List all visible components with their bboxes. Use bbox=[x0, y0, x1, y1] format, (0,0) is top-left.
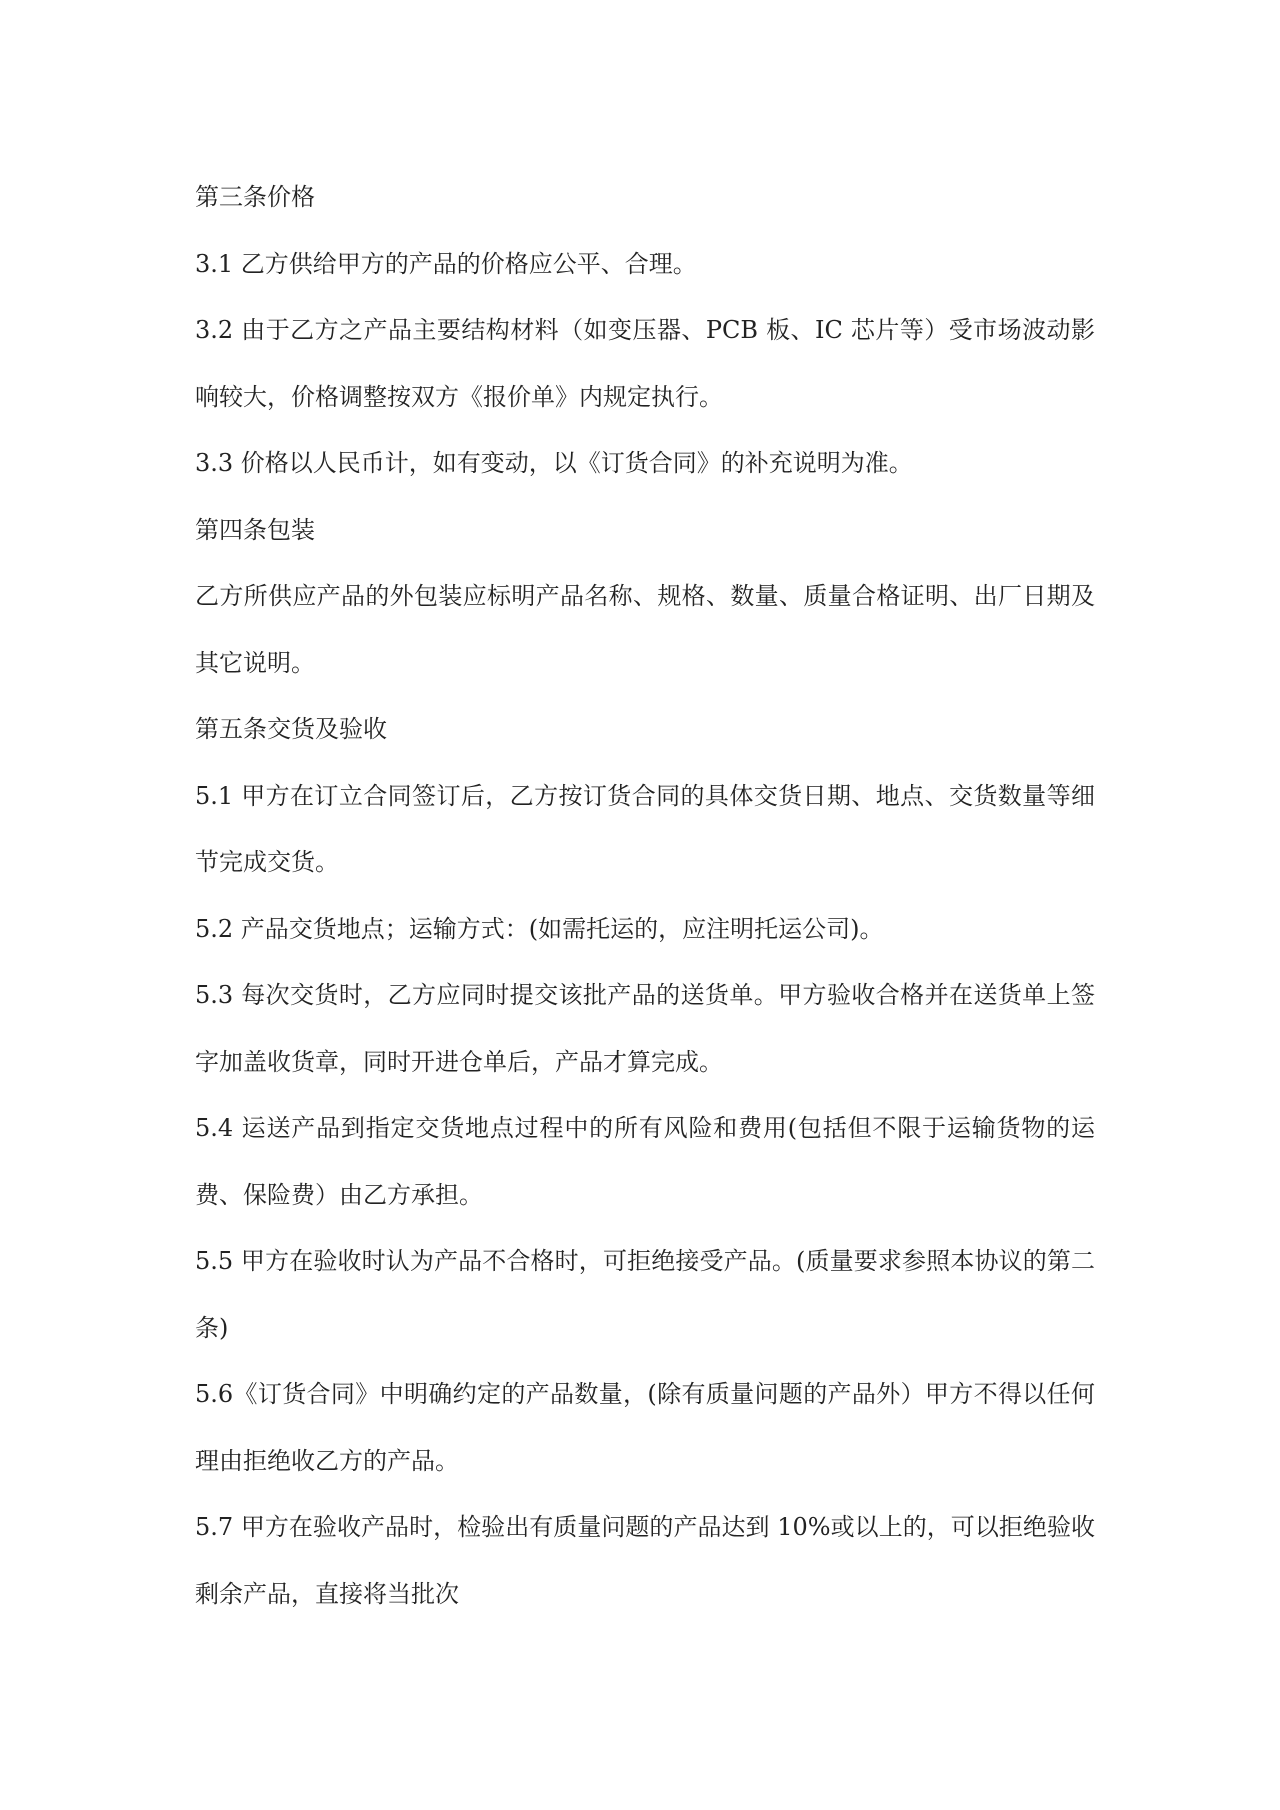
section-heading-price: 第三条价格 bbox=[195, 183, 315, 211]
clause-5-5: 5.5 甲方在验收时认为产品不合格时，可拒绝接受产品。(质量要求参照本协议的第二条) bbox=[195, 1247, 1095, 1342]
packaging-text: 乙方所供应产品的外包装应标明产品名称、规格、数量、质量合格证明、出厂日期及其它说明。 bbox=[195, 582, 1095, 677]
section-heading-packaging: 第四条包装 bbox=[195, 515, 315, 544]
clause-5-4: 5.4 运送产品到指定交货地点过程中的所有风险和费用(包括但不限于运输货物的运费、保险费）由乙方承担。 bbox=[195, 1114, 1095, 1209]
clause-5-3: 5.3 每次交货时，乙方应同时提交该批产品的送货单。甲方验收合格并在送货单上签字加盖收货章，同时开进仓单后，产品才算完成。 bbox=[195, 981, 1095, 1076]
document-body bbox=[195, 164, 1095, 1627]
clause-5-2: 5.2 产品交货地点；运输方式：(如需托运的，应注明托运公司)。 bbox=[195, 914, 884, 943]
clause-3-1: 3.1 乙方供给甲方的产品的价格应公平、合理。 bbox=[195, 249, 697, 278]
section-heading-delivery: 第五条交货及验收 bbox=[195, 715, 387, 743]
clause-5-7: 5.7 甲方在验收产品时，检验出有质量问题的产品达到 10%或以上的，可以拒绝验收剩余产品，直接将当批次 bbox=[195, 1513, 1095, 1608]
clause-3-2: 3.2 由于乙方之产品主要结构材料（如变压器、PCB 板、IC 芯片等）受市场波动影响较大，价格调整按双方《报价单》内规定执行。 bbox=[195, 316, 1095, 411]
clause-5-1: 5.1 甲方在订立合同签订后，乙方按订货合同的具体交货日期、地点、交货数量等细节完成交货。 bbox=[195, 781, 1095, 876]
clause-3-3: 3.3 价格以人民币计，如有变动，以《订货合同》的补充说明为准。 bbox=[195, 449, 913, 477]
clause-5-6: 5.6《订货合同》中明确约定的产品数量，(除有质量问题的产品外）甲方不得以任何理由拒绝收乙方的产品。 bbox=[195, 1380, 1095, 1475]
